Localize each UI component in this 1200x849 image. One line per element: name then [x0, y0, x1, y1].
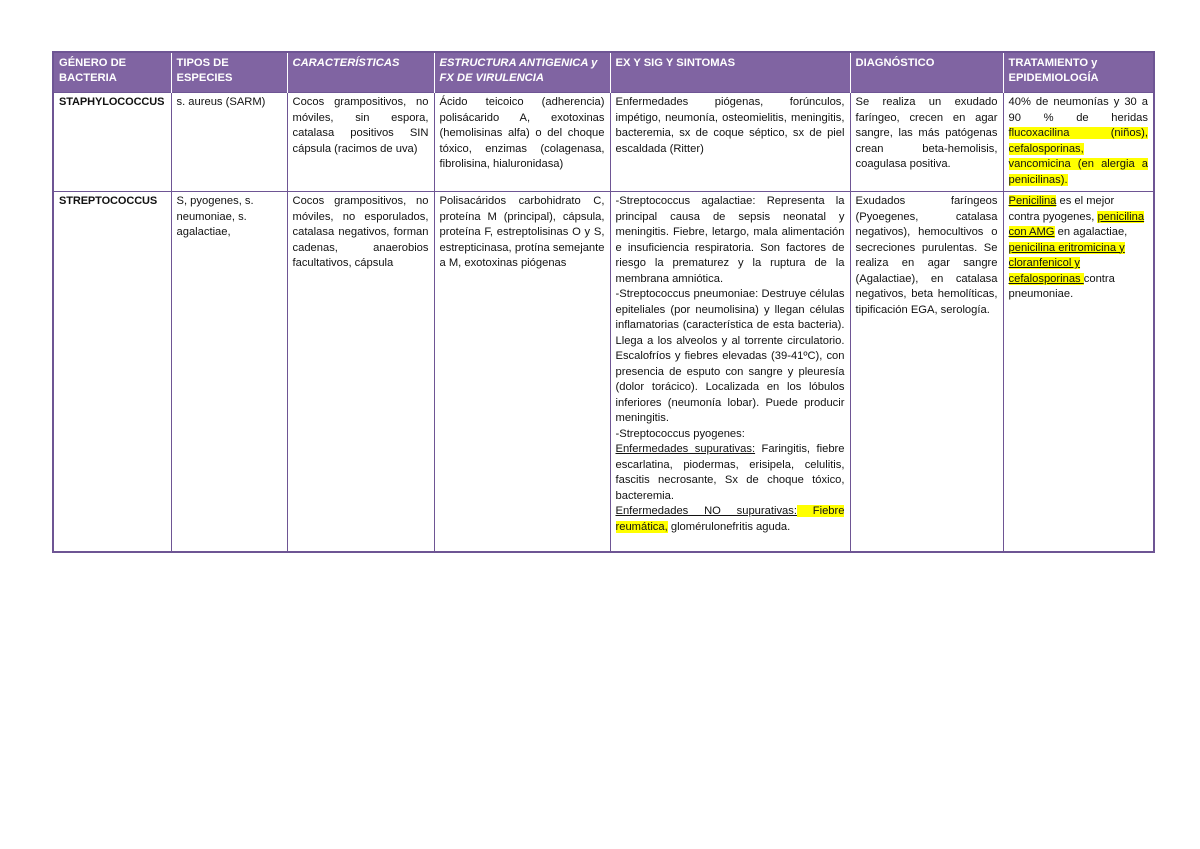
- treatment-highlight: penicilina con AMG: [1008, 210, 1145, 238]
- diagnosis-cell: Exudados faríngeos (Pyoegenes, catalasa negativos), hemocultivos o secreciones purulentas. Se realiza en agar sangre (Agalactiae), en catalasa negativos, beta hemolíticas, tipificación EGA, serología.: [850, 192, 1003, 553]
- treatment-highlight: vancomicina (en alergia a penicilinas).: [1008, 158, 1148, 186]
- header-treatment: TRATAMIENTO y EPIDEMIOLOGÍA: [1003, 52, 1154, 93]
- antigenic-cell: Polisacáridos carbohidrato C, proteína M (principal), cápsula, proteína F, estreptolisinas O y S, estrepticinasa, protína semejante a M, exotoxinas piógenas: [434, 192, 610, 553]
- header-characteristics: CARACTERÍSTICAS: [287, 52, 434, 93]
- supurative-label: Enfermedades supurativas:: [615, 443, 756, 455]
- non-supurative-label: Enfermedades NO supurativas:: [615, 505, 797, 517]
- header-diagnosis: DIAGNÓSTICO: [850, 52, 1003, 93]
- diagnosis-cell: Se realiza un exudado faríngeo, crecen en agar sangre, las más patógenas crean beta-hemolisis, coagulasa positiva.: [850, 93, 1003, 192]
- species-cell: s. aureus (SARM): [171, 93, 287, 192]
- header-genus: GÉNERO DE BACTERIA: [53, 52, 171, 93]
- characteristics-cell: Cocos grampositivos, no móviles, sin espora, catalasa positivos SIN cápsula (racimos de uva): [287, 93, 434, 192]
- treatment-cell: [1003, 192, 1154, 553]
- symptoms-non-supurative: [616, 504, 845, 535]
- table-row: [53, 93, 1154, 192]
- header-antigenic-structure: ESTRUCTURA ANTIGENICA y FX DE VIRULENCIA: [434, 52, 610, 93]
- treatment-highlight: Penicilina: [1008, 195, 1057, 207]
- symptoms-pyogenes-title: -Streptococcus pyogenes:: [615, 427, 745, 440]
- treatment-highlight: flucoxacilina (niños),: [1008, 127, 1148, 139]
- treatment-text: contra pneumoniae.: [1008, 272, 1115, 300]
- bacteria-table: [52, 51, 1155, 553]
- treatment-highlight: penicilina eritromicina y cloranfenicol y cefalosporinas: [1008, 241, 1125, 285]
- treatment-cell: [1003, 93, 1154, 192]
- symptoms-cell: [610, 192, 850, 553]
- treatment-text: es el mejor contra pyogenes,: [1008, 195, 1115, 223]
- species-cell: S, pyogenes, s. neumoniae, s. agalactiae,: [171, 192, 287, 553]
- non-supurative-highlight: Fiebre reumática,: [615, 505, 845, 533]
- non-supurative-text: glomérulonefritis aguda.: [667, 520, 791, 533]
- symptoms-cell: Enfermedades piógenas, forúnculos, impétigo, neumonía, osteomielitis, meningitis, bacteremia, sx de coque séptico, sx de piel escaldada (Ritter): [610, 93, 850, 192]
- supurative-text: Faringitis, fiebre escarlatina, piodermas, erisipela, celulitis, fascitis necrosante, Sx de choque tóxico, bacteremia.: [615, 443, 845, 502]
- treatment-text: en agalactiae,: [1054, 226, 1128, 238]
- symptoms-agalactiae: -Streptococcus agalactiae: Representa la principal causa de sepsis neonatal y meningitis. Fiebre, letargo, mala alimentación e insuficiencia respiratoria. Son factores de riesgo la prematurez y la ruptura de la membrana amniótica.: [615, 195, 845, 285]
- header-symptoms: EX Y SIG Y SINTOMAS: [610, 52, 850, 93]
- symptoms-supurative: [616, 442, 845, 504]
- symptoms-pneumoniae: -Streptococcus pneumoniae: Destruye células epiteliales (por neumolisina) y llegan células inflamatorias (característica de esta bacteria). Llega a los alveolos y al torrente circulatorio. Escalofríos y fiebres elevadas (39-41ºC), con presencia de esputo con sangre y pleuresía (dolor torácico). Localizada en los lóbulos inferiores (neumonía lobar). Puede producir meningitis.: [615, 288, 845, 424]
- genus-cell: STAPHYLOCOCCUS: [53, 93, 171, 192]
- characteristics-cell: Cocos grampositivos, no móviles, no esporulados, catalasa negativos, forman cadenas, anaerobios facultativos, cápsula: [287, 192, 434, 553]
- treatment-text: 40% de neumonías y 30 a 90 % de heridas: [1008, 96, 1148, 124]
- table-header-row: [53, 52, 1154, 93]
- antigenic-cell: Ácido teicoico (adherencia) polisácarido A, exotoxinas (hemolisinas alfa) o del choque tóxico, enzimas (colagenasa, fibrolisina, hialuronidasa): [434, 93, 610, 192]
- genus-cell: STREPTOCOCCUS: [53, 192, 171, 553]
- header-species: TIPOS DE ESPECIES: [171, 52, 287, 93]
- treatment-highlight: cefalosporinas,: [1008, 142, 1084, 155]
- table-row: [53, 192, 1154, 553]
